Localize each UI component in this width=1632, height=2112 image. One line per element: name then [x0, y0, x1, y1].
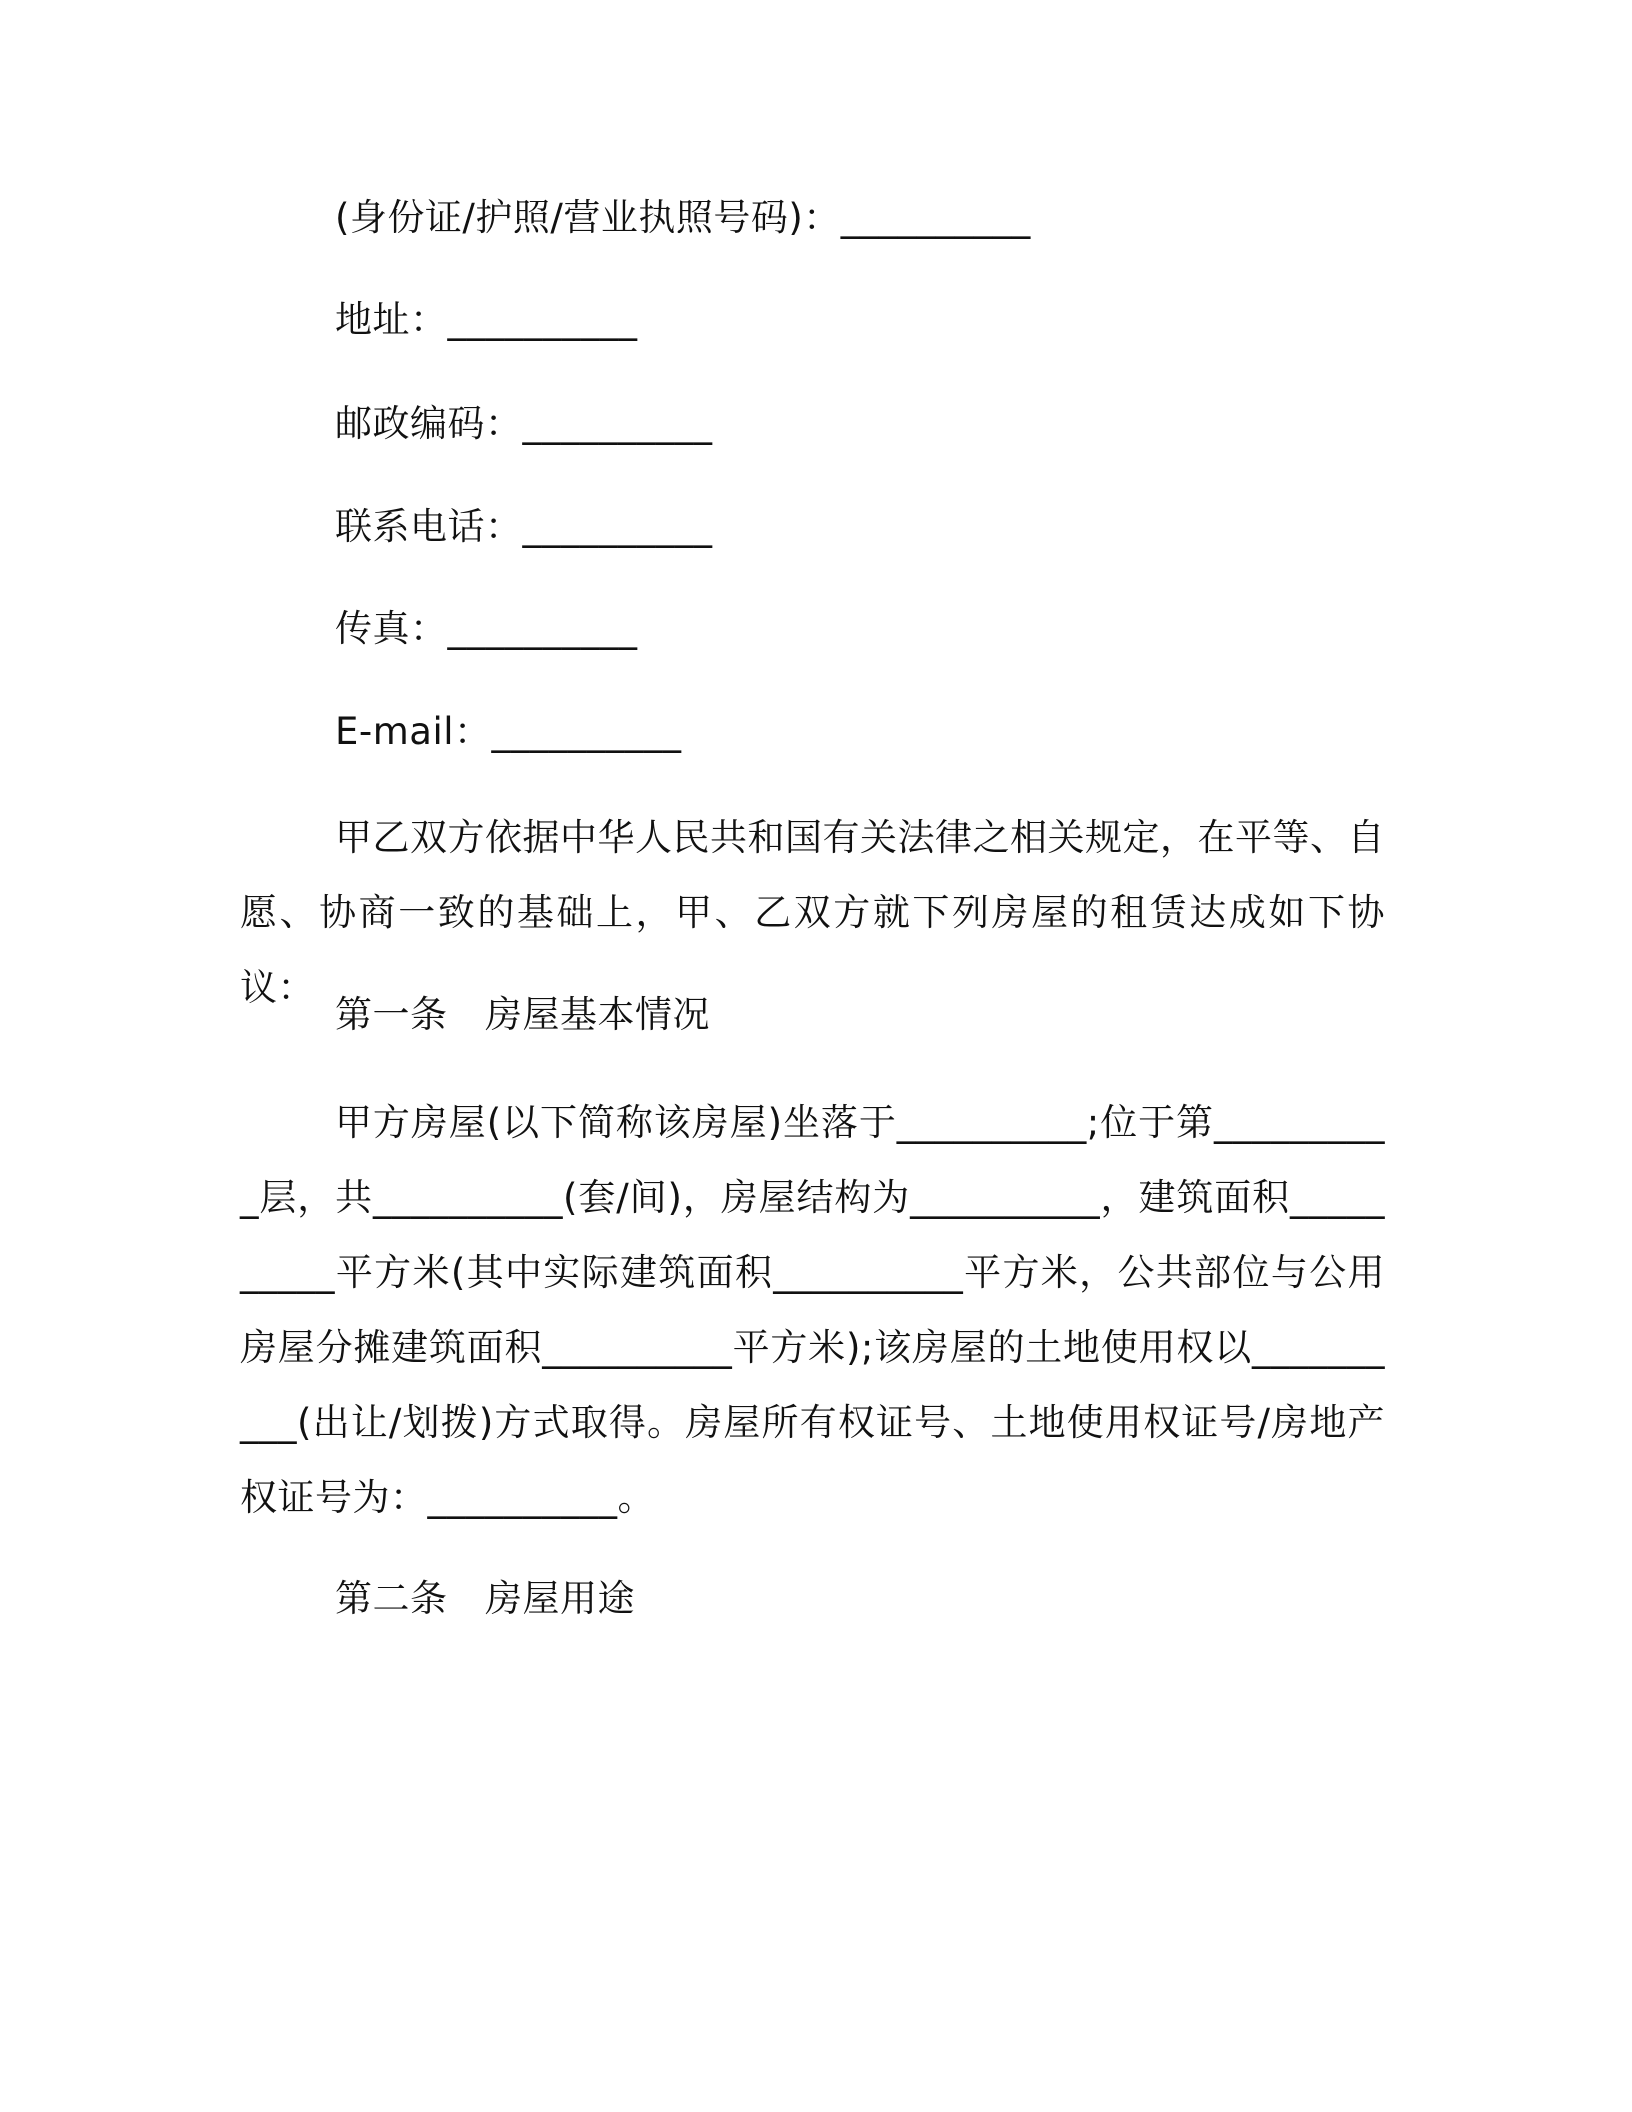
id-number-field: (身份证/护照/营业执照号码)：__________	[335, 196, 1031, 239]
article-2-heading: 第二条 房屋用途	[335, 1577, 635, 1620]
article-1-body: 甲方房屋(以下简称该房屋)坐落于__________;位于第__________层，共__________(套/间)，房屋结构为__________，建筑面积__________平方米(其中实际建筑面积__________平方米，公共部位与公用房屋分摊建筑面积__________平方米);该房屋的土地使用权以__________(出让/划拨)方式取得。房屋所有权证号、土地使用权证号/房地产权证号为：__________。	[240, 1101, 1385, 1519]
article-1-heading: 第一条 房屋基本情况	[335, 993, 710, 1036]
email-field: E-mail：__________	[335, 710, 682, 753]
fax-field: 传真：__________	[335, 607, 638, 650]
postal-code-field: 邮政编码：__________	[335, 402, 713, 445]
address-field: 地址：__________	[335, 298, 638, 341]
intro-paragraph: 甲乙双方依据中华人民共和国有关法律之相关规定，在平等、自愿、协商一致的基础上，甲、乙双方就下列房屋的租赁达成如下协议：	[240, 816, 1385, 1009]
phone-field: 联系电话：__________	[335, 505, 713, 548]
